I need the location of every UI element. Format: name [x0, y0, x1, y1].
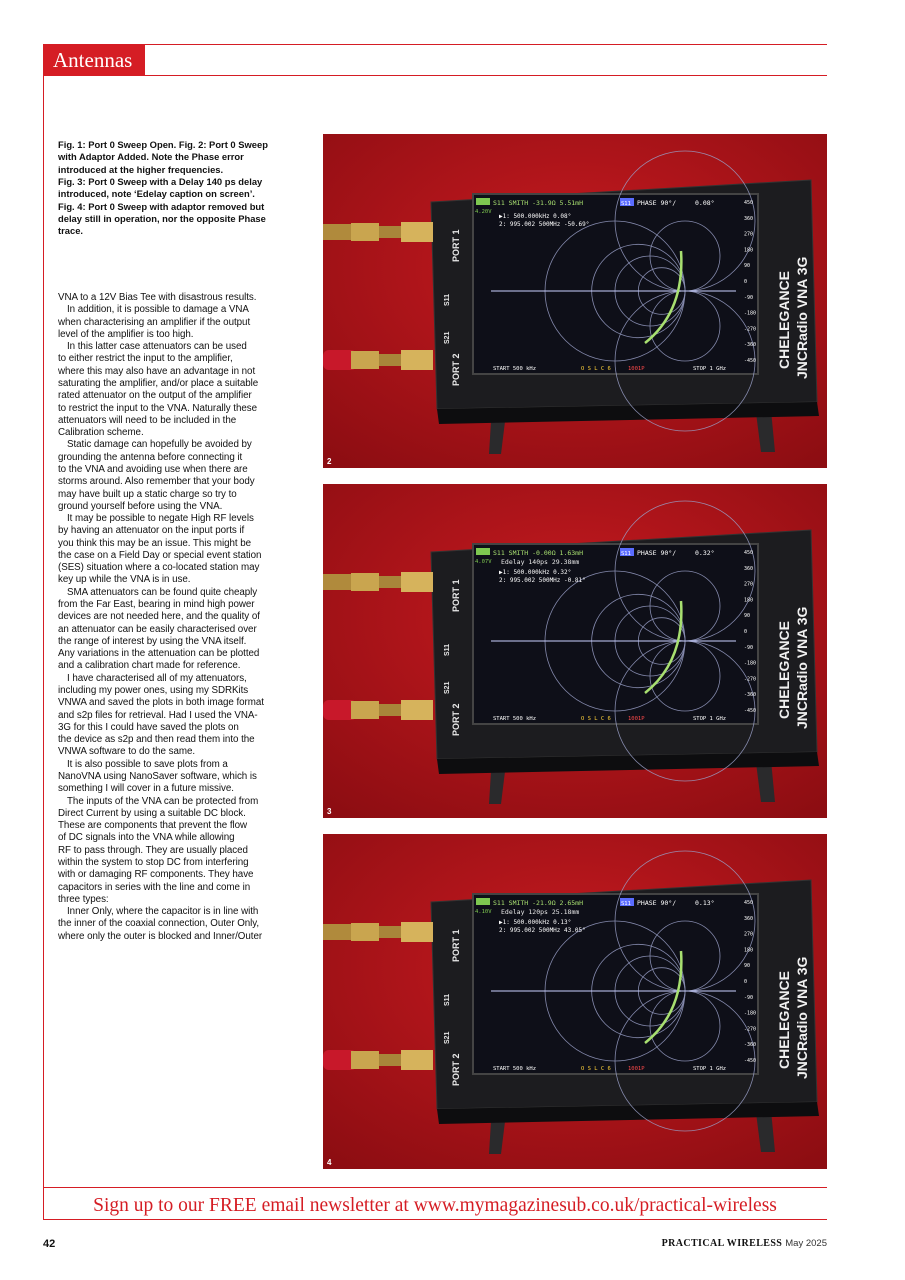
body-line: three types: [58, 893, 109, 905]
model-label: JNCRadio VNA 3G [794, 956, 810, 1079]
caption-line: introduced, note ‘Edelay caption on screen’. [58, 188, 255, 200]
body-line: saturating the amplifier, and/or place a suitable [58, 377, 259, 389]
figure-photo-3 [323, 484, 827, 818]
s21-label: S21 [444, 1031, 451, 1044]
y-tick-label: -90 [744, 294, 754, 301]
newsletter-rule-bottom [43, 1219, 827, 1220]
stop-frequency: STOP 1 GHz [693, 366, 727, 372]
marker1-readout: ▶1: 500.000kHz 0.32° [499, 569, 572, 576]
body-line: may have built up a static charge so try to [58, 488, 237, 500]
body-line: rated attenuator on the output of the amplifier [58, 390, 252, 402]
marker2-readout: 2: 995.002 500MHz -50.69° [499, 221, 590, 228]
sweep-points: 1001P [628, 366, 645, 372]
brand-label: CHELEGANCE [776, 970, 792, 1069]
body-line: key up while the VNA is in use. [58, 574, 191, 586]
body-line: It is also possible to save plots from a [67, 758, 228, 770]
body-line: to either restrict the input to the amplifier, [58, 353, 233, 365]
y-tick-label: -270 [744, 676, 757, 683]
y-tick-label: -450 [744, 708, 757, 714]
figure-number: 2 [327, 457, 332, 466]
y-tick-label: -270 [744, 326, 757, 333]
y-tick-label: 0 [744, 979, 748, 985]
trace-readout: S11 SMITH -31.9Ω 5.51mH [493, 199, 584, 207]
s11-label: S11 [444, 993, 451, 1006]
stop-frequency: STOP 1 GHz [693, 716, 727, 722]
marker1-readout: ▶1: 500.000kHz 0.13° [499, 919, 572, 926]
caption-line: Fig. 4: Port 0 Sweep with adaptor removed but [58, 200, 265, 212]
body-line: (SES) situation where a co-located station may [58, 562, 260, 574]
vna-photo-svg [323, 134, 827, 468]
calibration-status: O S L C 6 [581, 716, 611, 722]
y-tick-label: 270 [744, 581, 754, 588]
phase-value: 0.08° [695, 199, 715, 207]
y-tick-label: 450 [744, 900, 754, 906]
body-line: Inner Only, where the capacitor is in line with [67, 906, 259, 918]
body-line: with or damaging RF components. They have [58, 869, 254, 881]
page-number: 42 [43, 1238, 56, 1250]
body-line: something I will cover in a future missive. [58, 783, 234, 795]
article-body [58, 292, 312, 943]
body-line: to the VNA and avoiding use when there are [58, 463, 248, 475]
sma-connector-port2 [323, 700, 433, 720]
sma-connector-port1 [323, 222, 433, 242]
port1-label: PORT 1 [451, 929, 461, 962]
y-tick-label: 450 [744, 550, 754, 556]
body-line: VNA to a 12V Bias Tee with disastrous results. [58, 292, 257, 303]
body-line: the range of interest by using the VNA itself. [58, 635, 247, 647]
caption-line: delay still in operation, nor the opposite Phase [58, 213, 266, 225]
body-line: grounding the antenna before connecting it [58, 451, 243, 463]
body-line: 3G for this I could have saved the plots on [58, 721, 239, 733]
body-line: you think this may be an issue. This might be [58, 537, 252, 549]
model-label: JNCRadio VNA 3G [794, 606, 810, 729]
body-line: capacitors in series with the line and come in [58, 881, 251, 893]
battery-icon [476, 548, 490, 555]
body-line: In this latter case attenuators can be used [67, 341, 247, 353]
newsletter-rule-top [43, 1187, 827, 1188]
body-line: an attenuator can be easily characterised over [58, 623, 257, 635]
model-label: JNCRadio VNA 3G [794, 256, 810, 379]
body-line: level of the amplifier is too high. [58, 328, 194, 340]
phase-channel-label: S11 [621, 901, 631, 907]
port2-label: PORT 2 [451, 703, 461, 736]
body-line: These are components that prevent the flow [58, 820, 248, 832]
y-tick-label: 360 [744, 565, 754, 572]
start-frequency: START 500 kHz [493, 366, 537, 372]
start-frequency: START 500 kHz [493, 716, 537, 722]
y-tick-label: -180 [744, 1010, 757, 1017]
body-line: SMA attenuators can be found quite cheaply [67, 586, 258, 598]
s11-label: S11 [444, 643, 451, 656]
marker2-readout: 2: 995.002 500MHz -0.81° [499, 577, 586, 584]
left-border-rule [43, 75, 44, 1220]
body-line: I have characterised all of my attenuators, [67, 672, 247, 684]
edelay-readout: Edelay 140ps 29.38mm [501, 558, 580, 566]
body-line: NanoVNA using NanoSaver software, which is [58, 770, 257, 782]
battery-icon [476, 898, 490, 905]
figure-number: 4 [327, 1158, 332, 1167]
body-line: from the Far East, bearing in mind high power [58, 599, 255, 611]
body-line: Any variations in the attenuation can be plotted [58, 648, 260, 660]
caption-line: trace. [58, 225, 84, 237]
y-tick-label: 360 [744, 215, 754, 222]
s21-label: S21 [444, 331, 451, 344]
phase-channel-label: S11 [621, 201, 631, 207]
phase-value: 0.13° [695, 899, 715, 907]
caption-line: Fig. 3: Port 0 Sweep with a Delay 140 ps delay [58, 176, 263, 188]
figure-caption [58, 139, 312, 238]
section-title: Antennas [43, 45, 145, 75]
y-tick-label: -450 [744, 358, 757, 364]
caption-line: Fig. 1: Port 0 Sweep Open. Fig. 2: Port 0 Sweep [58, 139, 268, 150]
brand-label: CHELEGANCE [776, 620, 792, 719]
sma-connector-port1 [323, 572, 433, 592]
marker2-readout: 2: 995.002 500MHz 43.05° [499, 927, 586, 934]
body-line: and a calibration chart made for reference. [58, 660, 241, 672]
body-line: the inner of the coaxial connection, Outer Only, [58, 918, 260, 930]
vna-photo-svg [323, 834, 827, 1169]
y-tick-label: -450 [744, 1058, 757, 1064]
y-tick-label: 180 [744, 947, 754, 954]
body-line: of DC signals into the VNA while allowing [58, 832, 235, 844]
y-tick-label: -90 [744, 644, 754, 651]
sma-connector-port2 [323, 1050, 433, 1070]
sweep-points: 1001P [628, 1066, 645, 1072]
body-line: the case on a Field Day or special event station [58, 549, 262, 561]
figure-photo-4 [323, 834, 827, 1169]
port1-label: PORT 1 [451, 579, 461, 612]
body-line: attenuators will need to be included in the [58, 414, 237, 426]
y-tick-label: 0 [744, 279, 748, 285]
brand-label: CHELEGANCE [776, 270, 792, 369]
s21-label: S21 [444, 681, 451, 694]
body-line: within the system to stop DC from interfering [58, 856, 249, 868]
y-tick-label: 0 [744, 629, 748, 635]
battery-voltage: 4.07V [475, 559, 492, 565]
magazine-footer [662, 1238, 827, 1249]
body-line: when characterising an amplifier if the output [58, 316, 251, 328]
y-tick-label: 360 [744, 915, 754, 922]
y-tick-label: -360 [744, 692, 757, 699]
trace-readout: S11 SMITH -0.00Ω 1.63mH [493, 549, 584, 557]
y-tick-label: 90 [744, 263, 751, 270]
body-line: The inputs of the VNA can be protected from [67, 795, 259, 807]
body-line: ground yourself before using the VNA. [58, 500, 223, 512]
body-line: where this may also have an advantage in not [58, 365, 256, 377]
y-tick-label: -360 [744, 342, 757, 349]
edelay-readout: Edelay 120ps 25.18mm [501, 908, 580, 916]
body-line: storms around. Also remember that your body [58, 476, 255, 488]
body-line: where only the outer is blocked and Inner/Outer [58, 930, 263, 942]
body-line: Direct Current by using a suitable DC block. [58, 807, 246, 819]
y-tick-label: -270 [744, 1026, 757, 1033]
y-tick-label: 450 [744, 200, 754, 206]
newsletter-banner[interactable]: Sign up to our FREE email newsletter at www.mymagazinesub.co.uk/practical-wireless [93, 1195, 777, 1216]
y-tick-label: 90 [744, 963, 751, 970]
calibration-status: O S L C 6 [581, 1066, 611, 1072]
marker1-readout: ▶1: 500.000kHz 0.08° [499, 213, 572, 220]
figure-photo-2 [323, 134, 827, 468]
body-line: In addition, it is possible to damage a VNA [67, 304, 249, 316]
start-frequency: START 500 kHz [493, 1066, 537, 1072]
vna-photo-svg [323, 484, 827, 818]
y-tick-label: -180 [744, 660, 757, 667]
body-line: Calibration scheme. [58, 427, 144, 439]
stop-frequency: STOP 1 GHz [693, 1066, 727, 1072]
y-tick-label: -360 [744, 1042, 757, 1049]
y-tick-label: 270 [744, 931, 754, 938]
y-tick-label: 180 [744, 597, 754, 604]
y-tick-label: 270 [744, 231, 754, 238]
phase-scale: PHASE 90°/ [637, 549, 677, 557]
phase-scale: PHASE 90°/ [637, 899, 677, 907]
port2-label: PORT 2 [451, 1053, 461, 1086]
s11-label: S11 [444, 293, 451, 306]
calibration-status: O S L C 6 [581, 366, 611, 372]
phase-scale: PHASE 90°/ [637, 199, 677, 207]
body-line: devices are not needed here, and the quality of [58, 611, 260, 623]
battery-voltage: 4.10V [475, 909, 492, 915]
y-tick-label: 180 [744, 247, 754, 254]
body-line: by having an attenuator on the input ports if [58, 525, 245, 537]
body-line: RF to pass through. They are usually placed [58, 844, 248, 856]
battery-voltage: 4.20V [475, 209, 492, 215]
body-line: the device as s2p and then read them into the [58, 734, 255, 746]
body-line: including my power ones, using my SDRKits [58, 685, 249, 696]
body-line: VNWA and saved the plots in both image format [58, 697, 264, 709]
header-rule-top [43, 44, 827, 45]
body-line: and s2p files for retrieval. Had I used the VNA- [58, 709, 258, 721]
magazine-name: PRACTICAL WIRELESS [661, 1238, 783, 1249]
issue-date: May 2025 [785, 1238, 827, 1249]
trace-readout: S11 SMITH -21.9Ω 2.65mH [493, 899, 584, 907]
port1-label: PORT 1 [451, 229, 461, 262]
y-tick-label: -180 [744, 310, 757, 317]
body-line: VNWA software to do the same. [58, 746, 196, 758]
y-tick-label: 90 [744, 613, 751, 620]
y-tick-label: -90 [744, 994, 754, 1001]
figure-number: 3 [327, 807, 332, 816]
body-line: It may be possible to negate High RF levels [67, 513, 254, 525]
sma-connector-port1 [323, 922, 433, 942]
phase-channel-label: S11 [621, 551, 631, 557]
sweep-points: 1001P [628, 716, 645, 722]
header-rule [43, 75, 827, 76]
battery-icon [476, 198, 490, 205]
sma-connector-port2 [323, 350, 433, 370]
caption-line: introduced at the higher frequencies. [58, 163, 224, 175]
body-line: to restrict the input to the VNA. Naturally these [58, 402, 258, 414]
phase-value: 0.32° [695, 549, 715, 557]
caption-line: with Adaptor Added. Note the Phase error [58, 151, 244, 163]
body-line: Static damage can hopefully be avoided by [67, 439, 252, 451]
port2-label: PORT 2 [451, 353, 461, 386]
